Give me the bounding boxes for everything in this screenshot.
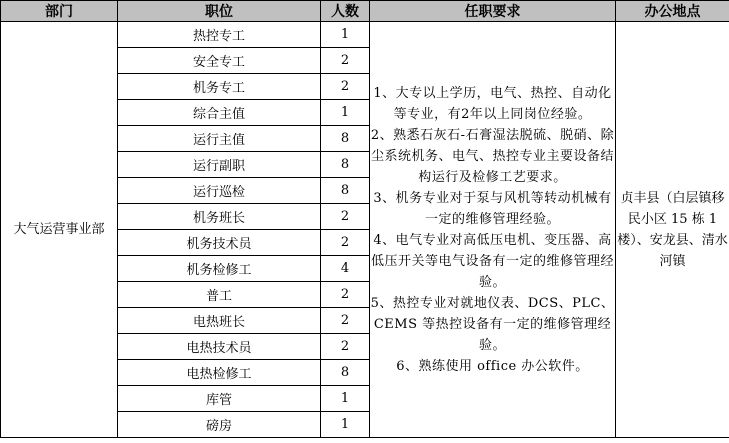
header-count: 人数: [321, 1, 370, 22]
requirement-item: 2、熟悉石灰石-石膏湿法脱硫、脱硝、除尘系统机务、电气、热控专业主要设备结构运行及检修工艺要求。: [370, 127, 615, 185]
position-cell: 运行巡检: [118, 178, 321, 204]
position-cell: 机务班长: [118, 204, 321, 230]
position-cell: 机务专工: [118, 74, 321, 100]
position-cell: 热控专工: [118, 22, 321, 48]
count-cell: 2: [321, 230, 370, 256]
header-requirements: 任职要求: [370, 1, 616, 22]
count-cell: 8: [321, 360, 370, 386]
location-cell: 贞丰县（白层镇移民小区 15 栋 1 楼）、安龙县、清水河镇: [616, 22, 729, 438]
requirement-item: 5、热控专业对就地仪表、DCS、PLC、CEMS 等热控设备有一定的维修管理经验。: [370, 295, 615, 353]
count-cell: 2: [321, 204, 370, 230]
requirement-item: 3、机务专业对于泵与风机等转动机械有一定的维修管理经验。: [373, 190, 612, 227]
position-cell: 普工: [118, 282, 321, 308]
count-cell: 1: [321, 386, 370, 412]
header-dept: 部门: [1, 1, 118, 22]
count-cell: 2: [321, 48, 370, 74]
position-cell: 运行主值: [118, 126, 321, 152]
count-cell: 2: [321, 74, 370, 100]
department-cell: 大气运营事业部: [1, 22, 118, 438]
count-cell: 2: [321, 334, 370, 360]
count-cell: 8: [321, 178, 370, 204]
position-cell: 安全专工: [118, 48, 321, 74]
table-row: [1, 22, 729, 48]
count-cell: 1: [321, 412, 370, 438]
position-cell: 电热班长: [118, 308, 321, 334]
position-cell: 库管: [118, 386, 321, 412]
position-cell: 机务检修工: [118, 256, 321, 282]
requirement-item: 6、熟练使用 office 办公软件。: [396, 358, 589, 374]
count-cell: 1: [321, 100, 370, 126]
header-row: [1, 1, 729, 22]
position-cell: 磅房: [118, 412, 321, 438]
count-cell: 2: [321, 308, 370, 334]
requirement-item: 4、电气专业对高低压电机、变压器、高低压开关等电气设备有一定的维修管理经验。: [370, 232, 614, 290]
header-position: 职位: [118, 1, 321, 22]
count-cell: 2: [321, 282, 370, 308]
header-location: 办公地点: [616, 1, 729, 22]
requirement-item: 1、大专以上学历，电气、热控、自动化等专业，有2年以上同岗位经验。: [373, 85, 612, 122]
count-cell: 4: [321, 256, 370, 282]
position-cell: 运行副职: [118, 152, 321, 178]
position-cell: 机务技术员: [118, 230, 321, 256]
count-cell: 8: [321, 152, 370, 178]
position-cell: 电热技术员: [118, 334, 321, 360]
count-cell: 1: [321, 22, 370, 48]
position-cell: 电热检修工: [118, 360, 321, 386]
table-body: [1, 22, 729, 438]
count-cell: 8: [321, 126, 370, 152]
position-cell: 综合主值: [118, 100, 321, 126]
requirements-cell: [370, 22, 616, 438]
